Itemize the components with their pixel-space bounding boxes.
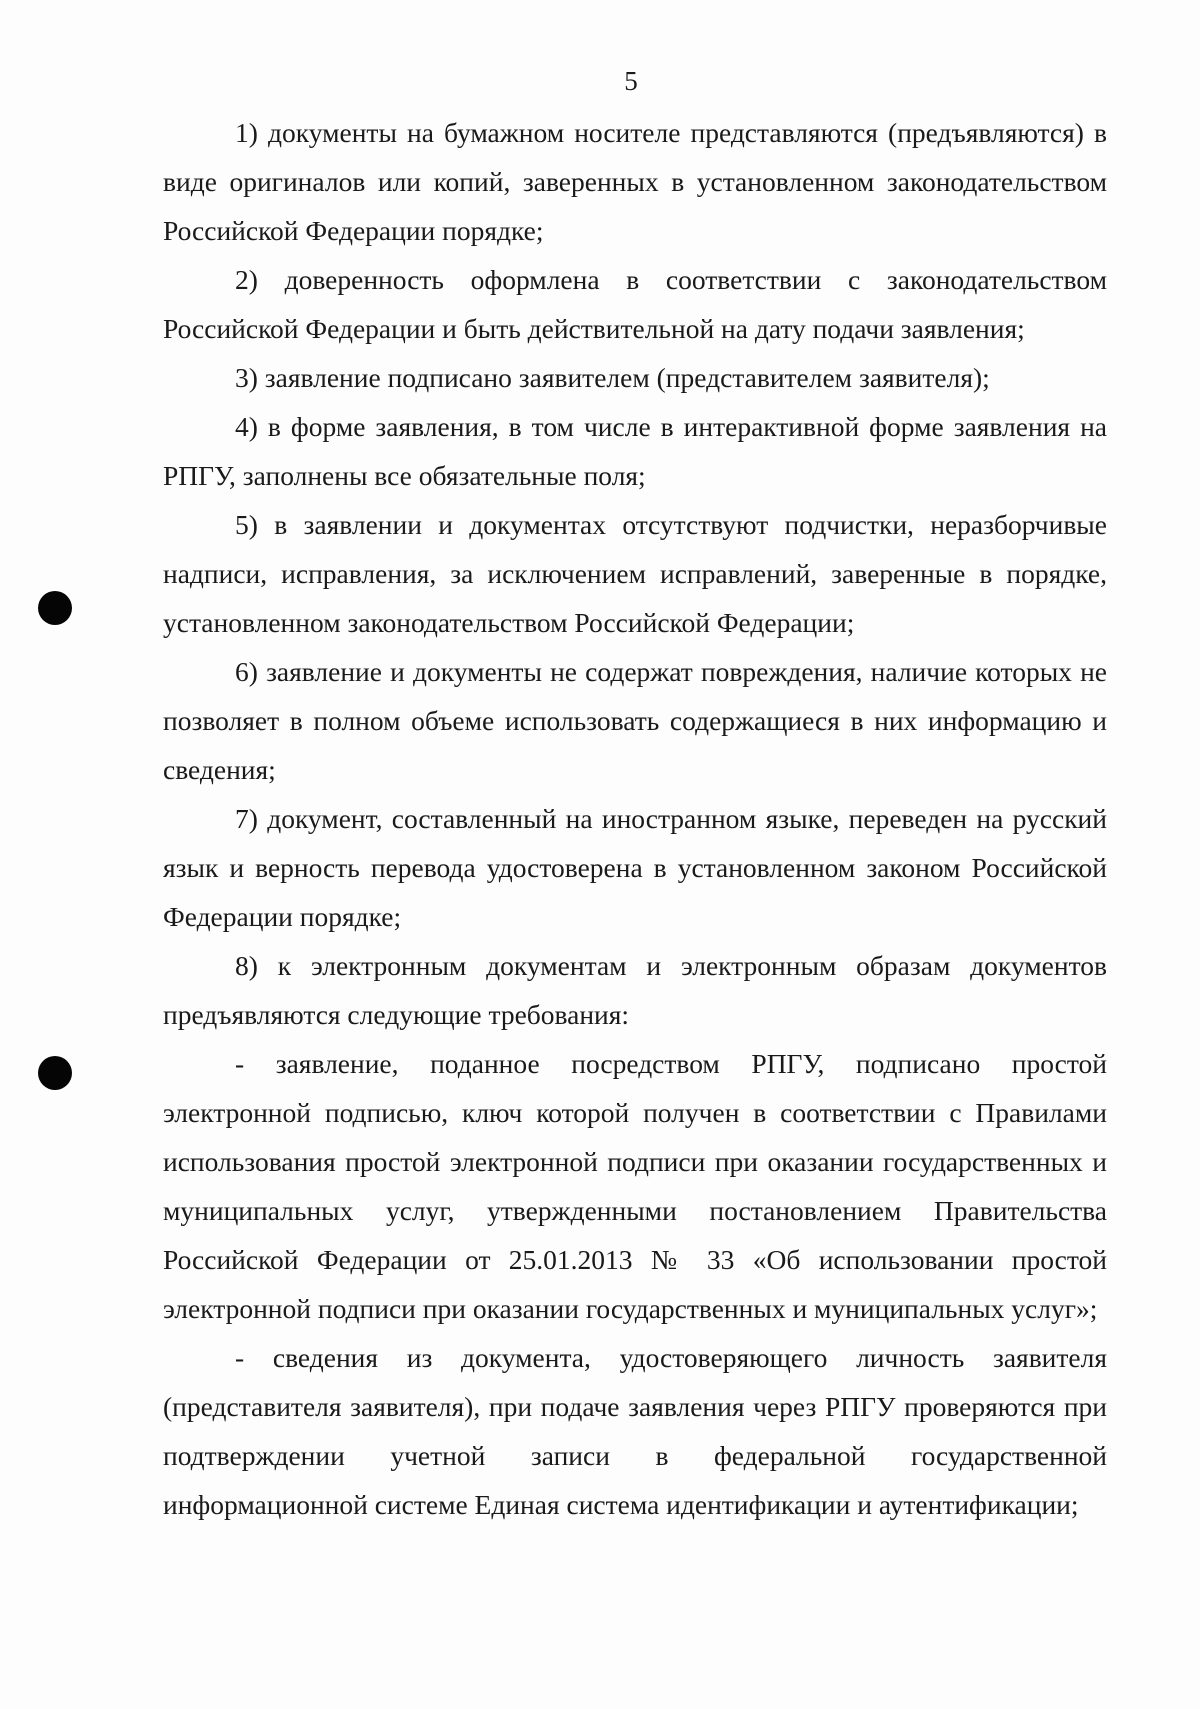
hole-punch-mark [38,591,72,625]
paragraph-2: 2) доверенность оформлена в соответствии с законодательством Российской Федерации и быть действительной на дату подачи заявления; [163,264,1107,344]
document-body [163,108,1107,1529]
paragraph-7: 7) документ, составленный на иностранном языке, переведен на русский язык и верность перевода удостоверена в установленном законом Российской Федерации порядке; [163,803,1107,932]
hole-punch-mark [38,1056,72,1090]
paragraph-4: 4) в форме заявления, в том числе в интерактивной форме заявления на РПГУ, заполнены все обязательные поля; [163,411,1107,491]
paragraph-8-item-2: - сведения из документа, удостоверяющего личность заявителя (представителя заявителя), при подаче заявления через РПГУ проверяются при подтверждении учетной записи в федеральной государственной информационной системе Единая система идентификации и аутентификации; [163,1342,1107,1520]
paragraph-8: 8) к электронным документам и электронным образам документов предъявляются следующие требования: [163,950,1107,1030]
paragraph-3: 3) заявление подписано заявителем (представителем заявителя); [235,362,990,393]
page-number: 5 [624,66,638,96]
paragraph-8-item-1: - заявление, поданное посредством РПГУ, подписано простой электронной подписью, ключ которой получен в соответствии с Правилами использования простой электронной подписи при оказании государственных и муниципальных услуг, утвержденными постановлением Правительства Российской Федерации от 25.01.2013 № 33 «Об использовании простой электронной подписи при оказании государственных и муниципальных услуг»; [163,1048,1107,1324]
paragraph-5: 5) в заявлении и документах отсутствуют подчистки, неразборчивые надписи, исправления, за исключением исправлений, заверенные в порядке, установленном законодательством Российской Федерации; [163,509,1107,638]
paragraph-1: 1) документы на бумажном носителе представляются (предъявляются) в виде оригиналов или копий, заверенных в установленном законодательством Российской Федерации порядке; [163,117,1107,246]
paragraph-6: 6) заявление и документы не содержат повреждения, наличие которых не позволяет в полном объеме использовать содержащиеся в них информацию и сведения; [163,656,1107,785]
